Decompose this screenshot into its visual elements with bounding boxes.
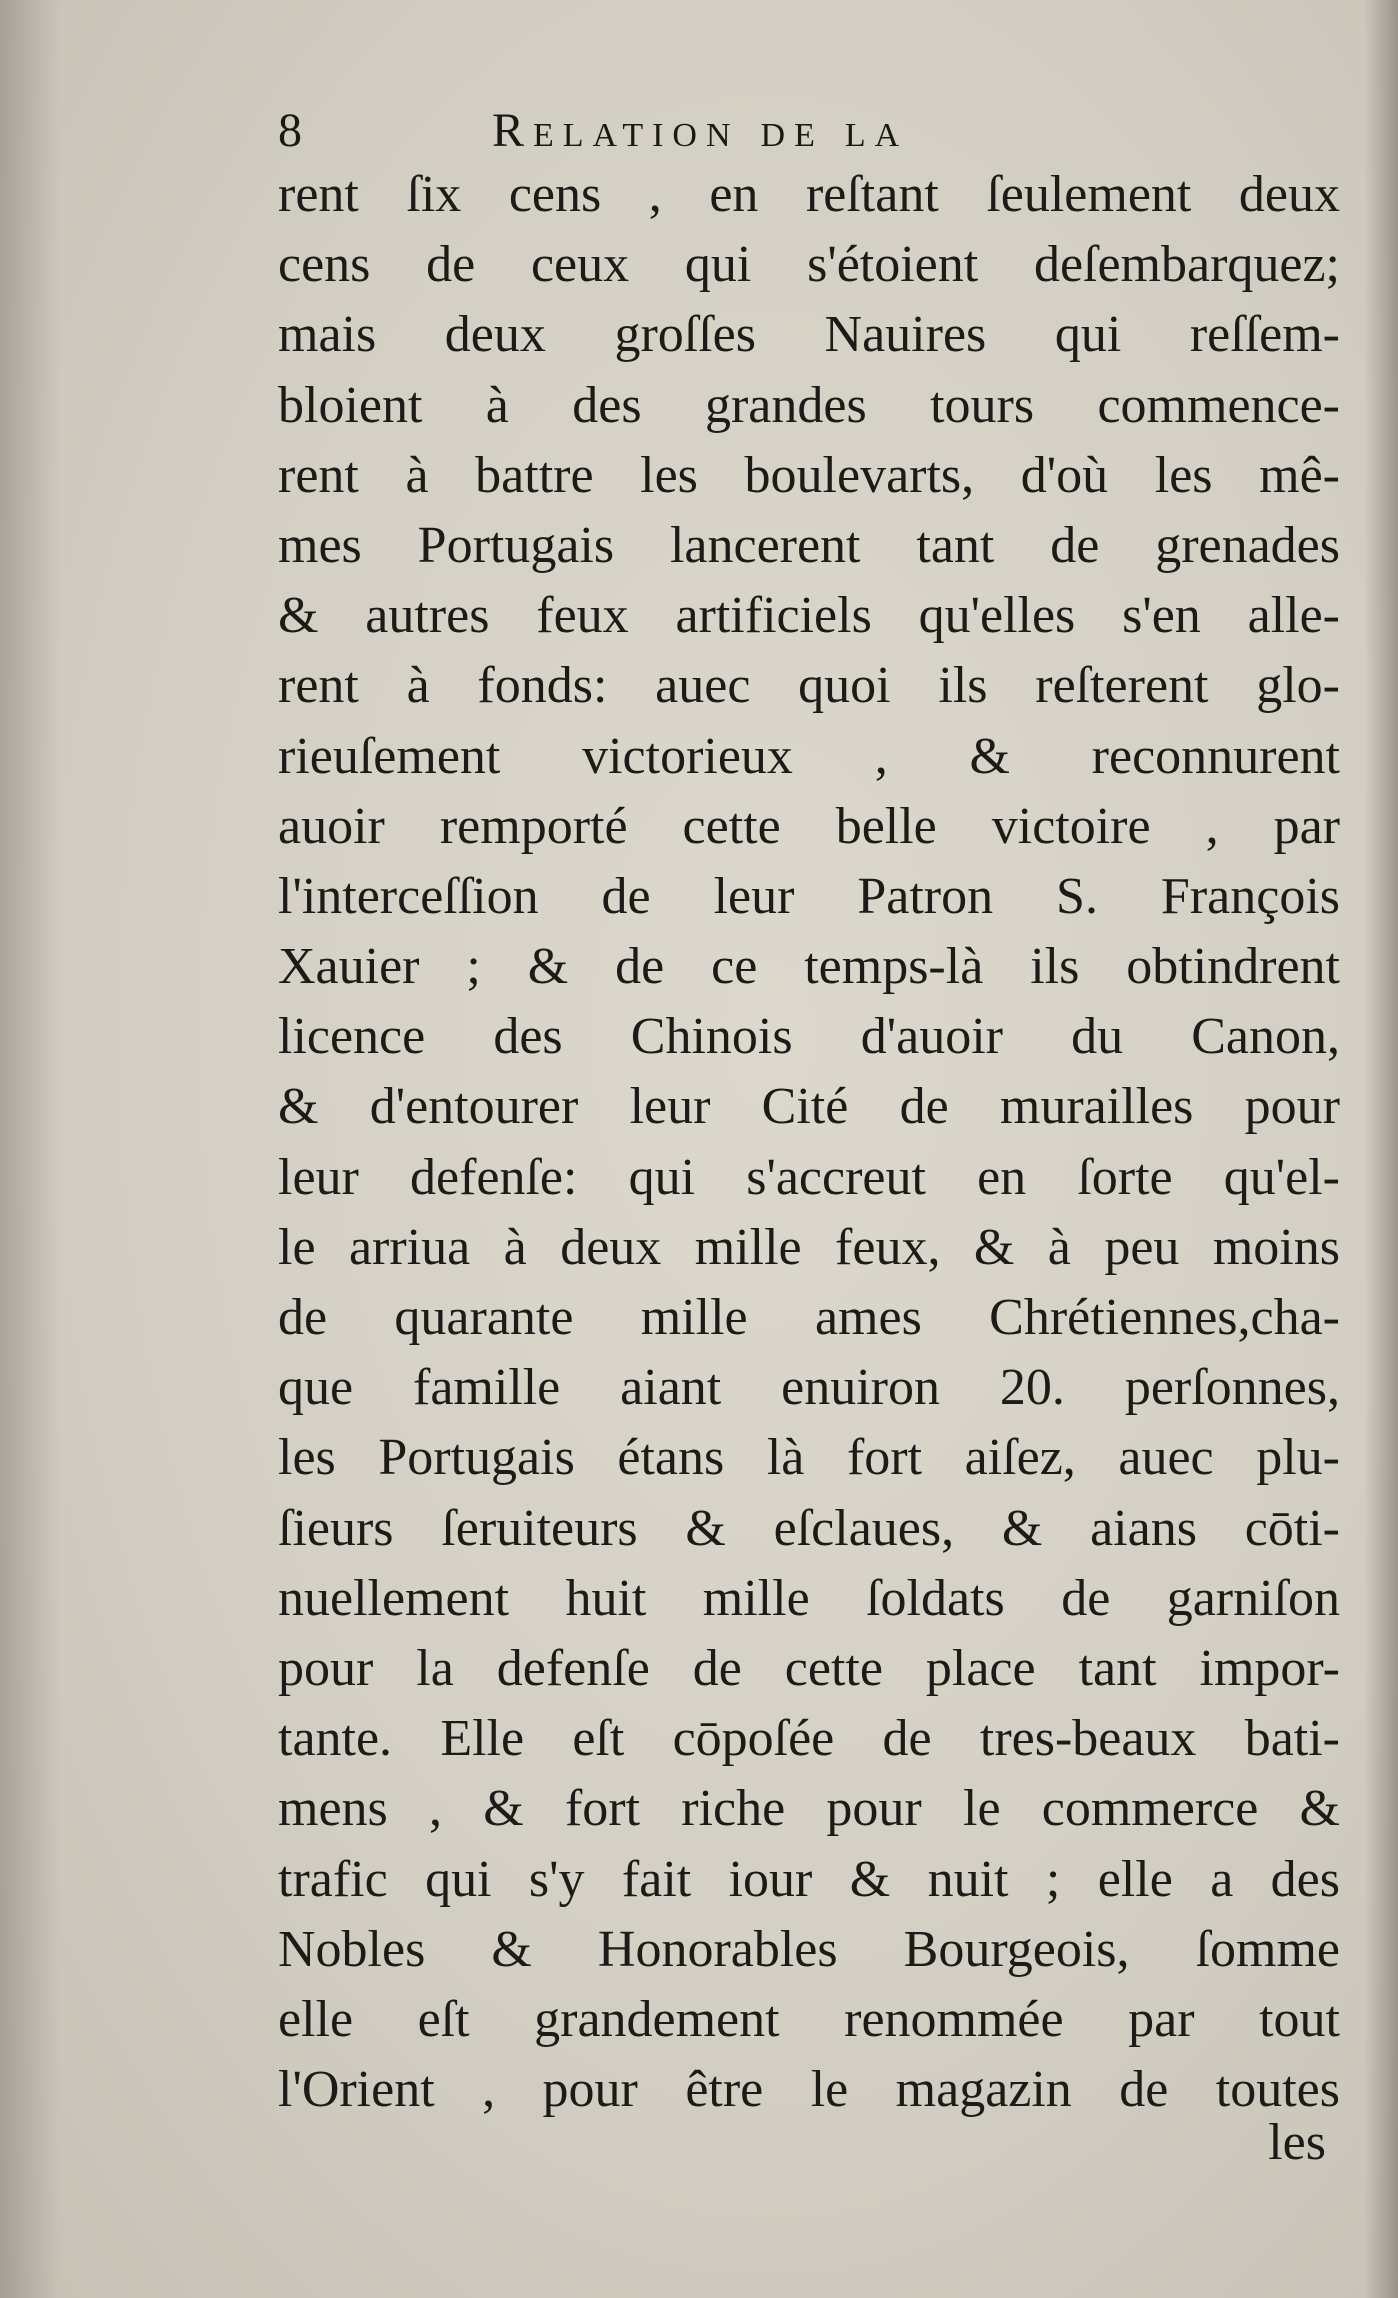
- text-line: rent ſix cens , en reſtant ſeulement deux: [278, 166, 1340, 223]
- text-line: leur defenſe: qui s'accreut en ſorte qu'el-: [278, 1148, 1340, 1206]
- text-line: l'Orient , pour être le magazin de toutes: [278, 2061, 1340, 2119]
- text-line: le arriua à deux mille feux, & à peu moins: [278, 1218, 1340, 1276]
- text-line: bloient à des grandes tours commence-: [278, 376, 1340, 434]
- text-line: elle eſt grandement renommée par tout: [278, 1990, 1340, 2048]
- text-line: cens de ceux qui s'étoient deſembarquez;: [278, 236, 1340, 294]
- text-line: les Portugais étans là fort aiſez, auec plu-: [278, 1429, 1340, 1487]
- text-line: nuellement huit mille ſoldats de garniſon: [278, 1569, 1340, 1627]
- text-line: mens , & fort riche pour le commerce &: [278, 1780, 1340, 1838]
- text-line: ſieurs ſeruiteurs & eſclaues, & aians cōti-: [278, 1499, 1340, 1557]
- page-header: [278, 96, 1158, 166]
- text-line: & d'entourer leur Cité de murailles pour: [278, 1078, 1340, 1136]
- text-line: de quarante mille ames Chrétiennes,cha-: [278, 1289, 1340, 1346]
- page-edge-shadow: [1364, 0, 1398, 2298]
- text-line: l'interceſſion de leur Patron S. François: [278, 867, 1340, 925]
- catchword: les: [1268, 2114, 1326, 2171]
- text-line: mais deux groſſes Nauires qui reſſem-: [278, 306, 1340, 364]
- text-line: auoir remporté cette belle victoire , par: [278, 797, 1340, 855]
- gutter-shadow: [0, 0, 60, 2298]
- body-text: [278, 160, 1340, 2125]
- text-line: & autres feux artificiels qu'elles s'en alle-: [278, 587, 1340, 645]
- page-number: 8: [278, 104, 302, 157]
- text-line: rent à fonds: auec quoi ils reſterent glo-: [278, 657, 1340, 715]
- text-line: mes Portugais lancerent tant de grenades: [278, 516, 1340, 574]
- text-line: rieuſement victorieux , & reconnurent: [278, 727, 1340, 785]
- text-line: rent à battre les boulevarts, d'où les mê-: [278, 446, 1340, 504]
- text-line: que famille aiant enuiron 20. perſonnes,: [278, 1359, 1340, 1417]
- text-line: pour la defenſe de cette place tant impor-: [278, 1639, 1340, 1697]
- text-line: tante. Elle eſt cōpoſée de tres-beaux bati-: [278, 1710, 1340, 1768]
- running-head: Relation de la: [492, 104, 909, 157]
- text-line: licence des Chinois d'auoir du Canon,: [278, 1008, 1340, 1066]
- text-line: Nobles & Honorables Bourgeois, ſomme: [278, 1920, 1340, 1978]
- text-line: Xauier ; & de ce temps-là ils obtindrent: [278, 938, 1340, 996]
- text-line: trafic qui s'y fait iour & nuit ; elle a des: [278, 1850, 1340, 1908]
